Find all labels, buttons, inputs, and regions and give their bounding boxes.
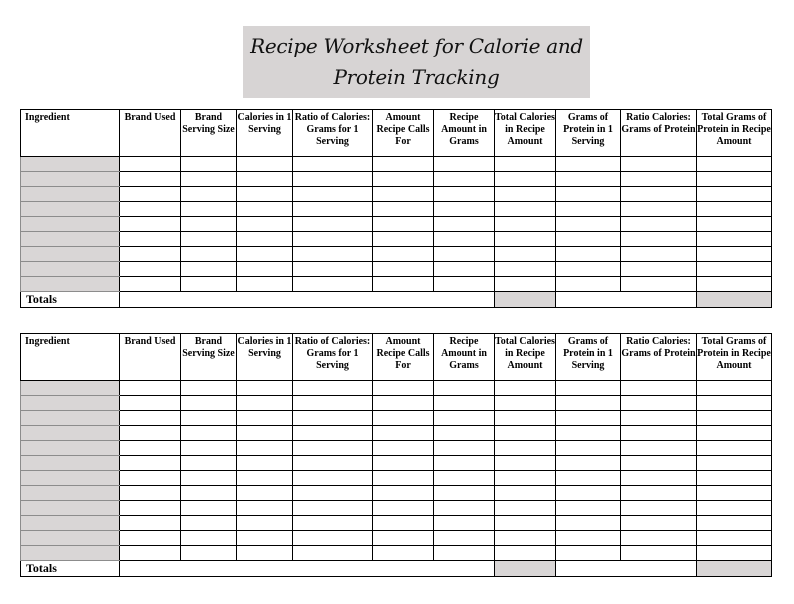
entry-cell[interactable] <box>621 411 697 426</box>
entry-cell[interactable] <box>434 247 495 262</box>
total-protein-cell[interactable] <box>697 561 772 577</box>
entry-cell[interactable] <box>120 516 181 531</box>
ingredient-cell[interactable] <box>21 262 120 277</box>
column-header: Recipe Amount in Grams <box>434 334 495 381</box>
entry-cell[interactable] <box>120 262 181 277</box>
entry-cell[interactable] <box>495 516 556 531</box>
entry-cell[interactable] <box>697 381 772 396</box>
entry-cell[interactable] <box>237 202 293 217</box>
table-row <box>21 172 772 187</box>
table-row <box>21 187 772 202</box>
entry-cell[interactable] <box>237 217 293 232</box>
entry-cell[interactable] <box>373 516 434 531</box>
entry-cell[interactable] <box>556 486 621 501</box>
entry-cell[interactable] <box>434 471 495 486</box>
entry-cell[interactable] <box>697 277 772 292</box>
totals-label: Totals <box>21 561 120 577</box>
table-row <box>21 396 772 411</box>
entry-cell[interactable] <box>373 277 434 292</box>
entry-cell[interactable] <box>237 441 293 456</box>
entry-cell[interactable] <box>181 217 237 232</box>
column-header: Ratio of Calories: Grams for 1 Serving <box>293 334 373 381</box>
entry-cell[interactable] <box>237 471 293 486</box>
entry-cell[interactable] <box>373 247 434 262</box>
entry-cell[interactable] <box>293 546 373 561</box>
entry-cell[interactable] <box>181 202 237 217</box>
entry-cell[interactable] <box>120 396 181 411</box>
entry-cell[interactable] <box>621 277 697 292</box>
ingredient-cell[interactable] <box>21 187 120 202</box>
title-line-1: Recipe Worksheet for Calorie and <box>250 34 583 58</box>
entry-cell[interactable] <box>556 262 621 277</box>
table-row <box>21 531 772 546</box>
entry-cell[interactable] <box>373 486 434 501</box>
worksheet-table-1 <box>20 109 772 308</box>
ingredient-cell[interactable] <box>21 247 120 262</box>
column-header: Calories in 1 Serving <box>237 110 293 157</box>
entry-cell[interactable] <box>293 157 373 172</box>
entry-cell[interactable] <box>621 187 697 202</box>
entry-cell[interactable] <box>237 187 293 202</box>
ingredient-cell[interactable] <box>21 411 120 426</box>
entry-cell[interactable] <box>556 441 621 456</box>
entry-cell[interactable] <box>120 426 181 441</box>
column-header: Amount Recipe Calls For <box>373 334 434 381</box>
entry-cell[interactable] <box>181 531 237 546</box>
column-header: Brand Serving Size <box>181 110 237 157</box>
entry-cell[interactable] <box>373 172 434 187</box>
entry-cell[interactable] <box>120 381 181 396</box>
entry-cell[interactable] <box>621 172 697 187</box>
entry-cell[interactable] <box>697 426 772 441</box>
entry-cell[interactable] <box>293 411 373 426</box>
entry-cell[interactable] <box>621 441 697 456</box>
table-row <box>21 456 772 471</box>
column-header: Ratio Calories: Grams of Protein <box>621 110 697 157</box>
entry-cell[interactable] <box>373 426 434 441</box>
column-header: Calories in 1 Serving <box>237 334 293 381</box>
totals-label: Totals <box>21 292 120 308</box>
totals-row <box>21 292 772 308</box>
ingredient-cell[interactable] <box>21 456 120 471</box>
entry-cell[interactable] <box>181 546 237 561</box>
entry-cell[interactable] <box>556 157 621 172</box>
table-row <box>21 501 772 516</box>
entry-cell[interactable] <box>434 546 495 561</box>
totals-row <box>21 561 772 577</box>
entry-cell[interactable] <box>621 501 697 516</box>
entry-cell[interactable] <box>237 546 293 561</box>
entry-cell[interactable] <box>373 232 434 247</box>
entry-cell[interactable] <box>495 157 556 172</box>
entry-cell[interactable] <box>697 217 772 232</box>
table-row <box>21 546 772 561</box>
entry-cell[interactable] <box>237 262 293 277</box>
entry-cell[interactable] <box>293 516 373 531</box>
entry-cell[interactable] <box>181 516 237 531</box>
entry-cell[interactable] <box>697 441 772 456</box>
entry-cell[interactable] <box>373 531 434 546</box>
entry-cell[interactable] <box>556 426 621 441</box>
entry-cell[interactable] <box>120 232 181 247</box>
entry-cell[interactable] <box>373 381 434 396</box>
entry-cell[interactable] <box>556 217 621 232</box>
title-line-2: Protein Tracking <box>333 65 500 89</box>
entry-cell[interactable] <box>556 411 621 426</box>
column-header: Total Grams of Protein in Recipe Amount <box>697 334 772 381</box>
ingredient-cell[interactable] <box>21 426 120 441</box>
entry-cell[interactable] <box>621 486 697 501</box>
entry-cell[interactable] <box>621 381 697 396</box>
ingredient-cell[interactable] <box>21 277 120 292</box>
ingredient-cell[interactable] <box>21 486 120 501</box>
entry-cell[interactable] <box>237 426 293 441</box>
entry-cell[interactable] <box>697 501 772 516</box>
entry-cell[interactable] <box>434 381 495 396</box>
entry-cell[interactable] <box>556 381 621 396</box>
title-banner <box>243 26 590 98</box>
ingredient-cell[interactable] <box>21 531 120 546</box>
entry-cell[interactable] <box>697 456 772 471</box>
ingredient-cell[interactable] <box>21 441 120 456</box>
table-row <box>21 232 772 247</box>
entry-cell[interactable] <box>373 202 434 217</box>
entry-cell[interactable] <box>697 486 772 501</box>
entry-cell[interactable] <box>434 157 495 172</box>
entry-cell[interactable] <box>434 262 495 277</box>
entry-cell[interactable] <box>434 232 495 247</box>
entry-cell[interactable] <box>434 486 495 501</box>
entry-cell[interactable] <box>181 396 237 411</box>
entry-cell[interactable] <box>293 426 373 441</box>
column-header: Grams of Protein in 1 Serving <box>556 334 621 381</box>
entry-cell[interactable] <box>697 157 772 172</box>
entry-cell[interactable] <box>495 187 556 202</box>
ingredient-cell[interactable] <box>21 381 120 396</box>
entry-cell[interactable] <box>434 426 495 441</box>
entry-cell[interactable] <box>495 232 556 247</box>
column-header: Total Calories in Recipe Amount <box>495 334 556 381</box>
entry-cell[interactable] <box>237 411 293 426</box>
entry-cell[interactable] <box>556 277 621 292</box>
entry-cell[interactable] <box>495 172 556 187</box>
entry-cell[interactable] <box>373 441 434 456</box>
entry-cell[interactable] <box>495 277 556 292</box>
entry-cell[interactable] <box>697 232 772 247</box>
entry-cell[interactable] <box>697 531 772 546</box>
table-row <box>21 262 772 277</box>
column-header: Brand Used <box>120 334 181 381</box>
entry-cell[interactable] <box>495 546 556 561</box>
entry-cell[interactable] <box>621 202 697 217</box>
entry-cell[interactable] <box>556 501 621 516</box>
entry-cell[interactable] <box>120 157 181 172</box>
entry-cell[interactable] <box>237 157 293 172</box>
entry-cell[interactable] <box>293 501 373 516</box>
entry-cell[interactable] <box>181 501 237 516</box>
entry-cell[interactable] <box>293 202 373 217</box>
entry-cell[interactable] <box>621 232 697 247</box>
entry-cell[interactable] <box>434 456 495 471</box>
entry-cell[interactable] <box>434 516 495 531</box>
entry-cell[interactable] <box>697 516 772 531</box>
entry-cell[interactable] <box>373 546 434 561</box>
entry-cell[interactable] <box>120 247 181 262</box>
column-header: Ratio of Calories: Grams for 1 Serving <box>293 110 373 157</box>
entry-cell[interactable] <box>120 411 181 426</box>
entry-cell[interactable] <box>181 411 237 426</box>
entry-cell[interactable] <box>495 441 556 456</box>
entry-cell[interactable] <box>434 501 495 516</box>
entry-cell[interactable] <box>237 396 293 411</box>
total-calories-cell[interactable] <box>495 561 556 577</box>
ingredient-cell[interactable] <box>21 396 120 411</box>
entry-cell[interactable] <box>373 262 434 277</box>
entry-cell[interactable] <box>373 187 434 202</box>
entry-cell[interactable] <box>293 441 373 456</box>
ingredient-cell[interactable] <box>21 516 120 531</box>
entry-cell[interactable] <box>495 426 556 441</box>
entry-cell[interactable] <box>181 471 237 486</box>
entry-cell[interactable] <box>556 516 621 531</box>
entry-cell[interactable] <box>293 396 373 411</box>
ingredient-cell[interactable] <box>21 157 120 172</box>
column-header: Brand Serving Size <box>181 334 237 381</box>
entry-cell[interactable] <box>237 247 293 262</box>
column-header: Recipe Amount in Grams <box>434 110 495 157</box>
entry-cell[interactable] <box>373 217 434 232</box>
ingredient-cell[interactable] <box>21 217 120 232</box>
entry-cell[interactable] <box>495 501 556 516</box>
entry-cell[interactable] <box>434 396 495 411</box>
entry-cell[interactable] <box>120 172 181 187</box>
column-header: Ingredient <box>21 334 120 381</box>
column-header: Total Grams of Protein in Recipe Amount <box>697 110 772 157</box>
entry-cell[interactable] <box>373 157 434 172</box>
column-header: Total Calories in Recipe Amount <box>495 110 556 157</box>
header-row <box>21 334 772 381</box>
total-calories-cell[interactable] <box>495 292 556 308</box>
entry-cell[interactable] <box>556 232 621 247</box>
entry-cell[interactable] <box>293 277 373 292</box>
entry-cell[interactable] <box>181 426 237 441</box>
entry-cell[interactable] <box>495 531 556 546</box>
entry-cell[interactable] <box>556 187 621 202</box>
entry-cell[interactable] <box>373 501 434 516</box>
entry-cell[interactable] <box>556 202 621 217</box>
entry-cell[interactable] <box>621 516 697 531</box>
entry-cell[interactable] <box>495 381 556 396</box>
entry-cell[interactable] <box>120 456 181 471</box>
table-row <box>21 471 772 486</box>
table-row <box>21 217 772 232</box>
entry-cell[interactable] <box>621 396 697 411</box>
entry-cell[interactable] <box>120 546 181 561</box>
ingredient-cell[interactable] <box>21 501 120 516</box>
entry-cell[interactable] <box>434 217 495 232</box>
table-row <box>21 247 772 262</box>
entry-cell[interactable] <box>621 546 697 561</box>
entry-cell[interactable] <box>237 232 293 247</box>
totals-blank <box>556 292 697 308</box>
entry-cell[interactable] <box>495 202 556 217</box>
entry-cell[interactable] <box>181 172 237 187</box>
entry-cell[interactable] <box>293 262 373 277</box>
entry-cell[interactable] <box>120 531 181 546</box>
entry-cell[interactable] <box>293 172 373 187</box>
entry-cell[interactable] <box>495 247 556 262</box>
entry-cell[interactable] <box>697 172 772 187</box>
entry-cell[interactable] <box>373 456 434 471</box>
totals-blank <box>120 561 495 577</box>
entry-cell[interactable] <box>120 217 181 232</box>
ingredient-cell[interactable] <box>21 232 120 247</box>
entry-cell[interactable] <box>556 546 621 561</box>
entry-cell[interactable] <box>556 172 621 187</box>
entry-cell[interactable] <box>237 516 293 531</box>
entry-cell[interactable] <box>434 441 495 456</box>
table-row <box>21 381 772 396</box>
entry-cell[interactable] <box>697 247 772 262</box>
column-header: Brand Used <box>120 110 181 157</box>
entry-cell[interactable] <box>181 232 237 247</box>
entry-cell[interactable] <box>495 486 556 501</box>
ingredient-cell[interactable] <box>21 202 120 217</box>
totals-blank <box>120 292 495 308</box>
entry-cell[interactable] <box>495 217 556 232</box>
entry-cell[interactable] <box>495 396 556 411</box>
entry-cell[interactable] <box>237 381 293 396</box>
table-row <box>21 441 772 456</box>
entry-cell[interactable] <box>120 441 181 456</box>
entry-cell[interactable] <box>181 441 237 456</box>
table-row <box>21 486 772 501</box>
entry-cell[interactable] <box>181 187 237 202</box>
entry-cell[interactable] <box>556 396 621 411</box>
entry-cell[interactable] <box>556 471 621 486</box>
entry-cell[interactable] <box>120 277 181 292</box>
entry-cell[interactable] <box>556 456 621 471</box>
entry-cell[interactable] <box>237 456 293 471</box>
entry-cell[interactable] <box>495 456 556 471</box>
entry-cell[interactable] <box>434 277 495 292</box>
entry-cell[interactable] <box>293 531 373 546</box>
entry-cell[interactable] <box>434 411 495 426</box>
entry-cell[interactable] <box>621 247 697 262</box>
entry-cell[interactable] <box>621 456 697 471</box>
entry-cell[interactable] <box>434 202 495 217</box>
entry-cell[interactable] <box>556 531 621 546</box>
entry-cell[interactable] <box>293 486 373 501</box>
totals-blank <box>556 561 697 577</box>
entry-cell[interactable] <box>697 396 772 411</box>
entry-cell[interactable] <box>237 277 293 292</box>
entry-cell[interactable] <box>181 486 237 501</box>
column-header: Ratio Calories: Grams of Protein <box>621 334 697 381</box>
total-protein-cell[interactable] <box>697 292 772 308</box>
entry-cell[interactable] <box>120 187 181 202</box>
column-header: Amount Recipe Calls For <box>373 110 434 157</box>
entry-cell[interactable] <box>293 187 373 202</box>
entry-cell[interactable] <box>181 277 237 292</box>
entry-cell[interactable] <box>697 546 772 561</box>
entry-cell[interactable] <box>293 456 373 471</box>
ingredient-cell[interactable] <box>21 546 120 561</box>
entry-cell[interactable] <box>120 471 181 486</box>
entry-cell[interactable] <box>237 501 293 516</box>
column-header: Ingredient <box>21 110 120 157</box>
entry-cell[interactable] <box>621 262 697 277</box>
entry-cell[interactable] <box>495 471 556 486</box>
entry-cell[interactable] <box>120 501 181 516</box>
entry-cell[interactable] <box>434 187 495 202</box>
table-row <box>21 157 772 172</box>
entry-cell[interactable] <box>697 411 772 426</box>
entry-cell[interactable] <box>181 262 237 277</box>
entry-cell[interactable] <box>293 217 373 232</box>
entry-cell[interactable] <box>697 202 772 217</box>
entry-cell[interactable] <box>434 172 495 187</box>
entry-cell[interactable] <box>621 217 697 232</box>
entry-cell[interactable] <box>697 187 772 202</box>
entry-cell[interactable] <box>697 262 772 277</box>
table-row <box>21 202 772 217</box>
entry-cell[interactable] <box>293 471 373 486</box>
entry-cell[interactable] <box>495 262 556 277</box>
entry-cell[interactable] <box>556 247 621 262</box>
column-header: Grams of Protein in 1 Serving <box>556 110 621 157</box>
entry-cell[interactable] <box>293 232 373 247</box>
entry-cell[interactable] <box>181 456 237 471</box>
entry-cell[interactable] <box>181 157 237 172</box>
table-row <box>21 426 772 441</box>
entry-cell[interactable] <box>434 531 495 546</box>
entry-cell[interactable] <box>237 486 293 501</box>
entry-cell[interactable] <box>621 471 697 486</box>
entry-cell[interactable] <box>373 471 434 486</box>
entry-cell[interactable] <box>373 396 434 411</box>
entry-cell[interactable] <box>120 486 181 501</box>
entry-cell[interactable] <box>120 202 181 217</box>
table-row <box>21 516 772 531</box>
entry-cell[interactable] <box>293 381 373 396</box>
entry-cell[interactable] <box>495 411 556 426</box>
entry-cell[interactable] <box>621 426 697 441</box>
entry-cell[interactable] <box>621 157 697 172</box>
entry-cell[interactable] <box>293 247 373 262</box>
entry-cell[interactable] <box>697 471 772 486</box>
entry-cell[interactable] <box>237 172 293 187</box>
header-row <box>21 110 772 157</box>
table-row <box>21 277 772 292</box>
entry-cell[interactable] <box>621 531 697 546</box>
entry-cell[interactable] <box>237 531 293 546</box>
entry-cell[interactable] <box>181 381 237 396</box>
ingredient-cell[interactable] <box>21 172 120 187</box>
entry-cell[interactable] <box>373 411 434 426</box>
entry-cell[interactable] <box>181 247 237 262</box>
ingredient-cell[interactable] <box>21 471 120 486</box>
table-row <box>21 411 772 426</box>
worksheet-table-2 <box>20 333 772 577</box>
